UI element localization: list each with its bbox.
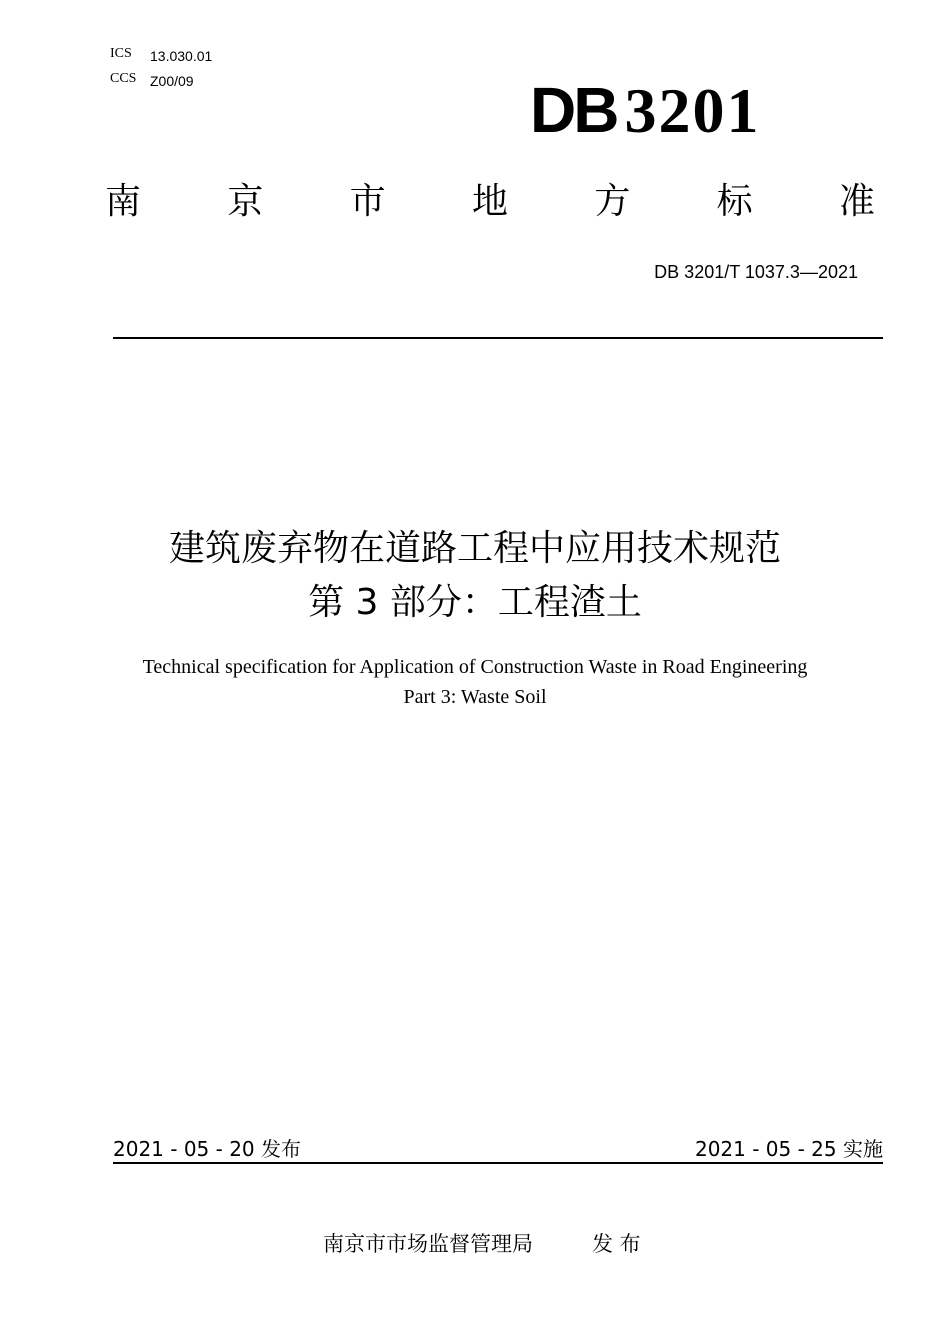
db-logo xyxy=(530,74,761,146)
title-cn-line1: 建筑废弃物在道路工程中应用技术规范 xyxy=(168,528,781,569)
ics-code: 13.030.01 xyxy=(150,48,213,64)
header-divider xyxy=(113,337,883,339)
title-cn-line2: 第 3 部分：工程渣土 xyxy=(308,582,642,623)
implement-date: 2021 - 05 - 25 实施 xyxy=(694,1137,883,1161)
footer-divider xyxy=(113,1162,883,1164)
standard-type-char: 南 xyxy=(105,181,142,222)
standard-type-char: 准 xyxy=(838,181,875,222)
standard-type-char: 方 xyxy=(594,181,631,222)
title-en-line2: Part 3: Waste Soil xyxy=(403,686,547,708)
issue-date: 2021 - 05 - 20 发布 xyxy=(113,1137,302,1161)
standard-type-char: 京 xyxy=(227,181,264,222)
standard-number: DB 3201/T 1037.3—2021 xyxy=(654,262,858,282)
db-letters: DB xyxy=(530,74,617,146)
issuing-authority: 南京市市场监督管理局 xyxy=(323,1232,533,1256)
standard-type-char: 市 xyxy=(349,181,386,222)
standard-type-char: 标 xyxy=(716,181,753,222)
ccs-label: CCS xyxy=(110,71,137,86)
ics-label: ICS xyxy=(110,46,132,61)
ccs-code: Z00/09 xyxy=(150,73,194,89)
issue-action: 发 布 xyxy=(592,1232,641,1256)
title-en-line1: Technical specification for Application of Construction Waste in Road Engineering xyxy=(142,656,808,678)
standard-type-char: 地 xyxy=(471,181,508,222)
db-number: 3201 xyxy=(624,75,761,146)
standard-type xyxy=(105,181,875,222)
